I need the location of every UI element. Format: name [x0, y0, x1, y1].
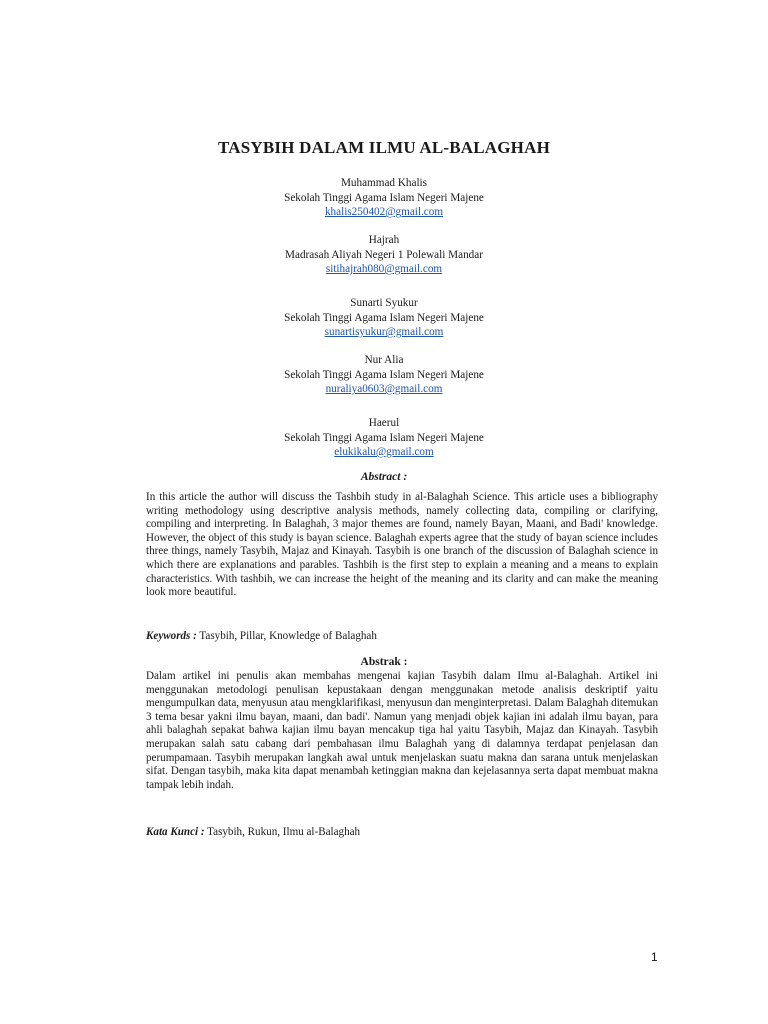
author-affiliation: Sekolah Tinggi Agama Islam Negeri Majene [284, 311, 484, 324]
author-name: Sunarti Syukur [350, 297, 418, 309]
author-name: Nur Alia [364, 354, 404, 366]
kata-kunci-line [146, 825, 658, 839]
keywords-label: Keywords : [146, 630, 197, 642]
kata-kunci-value: Tasybih, Rukun, Ilmu al-Balaghah [207, 826, 361, 838]
author-affiliation: Sekolah Tinggi Agama Islam Negeri Majene [284, 431, 484, 444]
author-email-link[interactable]: nuraliya0603@gmail.com [325, 383, 443, 395]
author-email-link[interactable]: sunartisyukur@gmail.com [324, 326, 444, 338]
author-affiliation: Sekolah Tinggi Agama Islam Negeri Majene [284, 368, 484, 381]
kata-kunci-label: Kata Kunci : [146, 826, 205, 838]
abstract-indonesian-text: Dalam artikel ini penulis akan membahas mengenai kajian Tasybih dalam Ilmu al-Balaghah. Artikel ini menggunakan metodologi penulisan kepustakaan dengan menggunakan metode analisis deskriptif yaitu mengumpulkan data, menyusun atau mengklarifikasi, menyusun dan menginterpretasi. Dalam Balaghah ditemukan 3 tema besar yakni ilmu bayan, maani, dan badi'. Namun yang menjadi objek kajian ini adalah ilmu bayan, para ahli balaghah sepakat bahwa kajian ilmu bayan mencakup tiga hal yaitu Tasybih, Majaz dan Kinayah. Tasybih merupakan salah satu cabang dari pembahasan ilmu Balaghah yang di dalamnya terdapat penjelasan dan perumpamaan. Tasybih merupakan langkah awal untuk menjelaskan suatu makna dan sarana untuk menjelaskan sifat. Dengan tasybih, maka kita dapat menambah ketinggian makna dan kejelasannya serta dapat membuat makna tampak lebih indah. [146, 670, 658, 791]
abstrak-heading: Abstrak : [360, 656, 408, 668]
author-email-link[interactable]: elukikalu@gmail.com [334, 446, 434, 458]
page-number: 1 [651, 950, 658, 964]
author-name: Hajrah [368, 234, 400, 246]
author-name: Haerul [368, 417, 400, 429]
author-block [0, 416, 768, 460]
author-block [0, 233, 768, 277]
keywords-line [146, 629, 658, 643]
author-block [0, 353, 768, 397]
author-block [0, 176, 768, 220]
keywords-value: Tasybih, Pillar, Knowledge of Balaghah [199, 630, 377, 642]
author-affiliation: Madrasah Aliyah Negeri 1 Polewali Mandar [285, 248, 483, 261]
author-name: Muhammad Khalis [340, 177, 428, 189]
paper-title: TASYBIH DALAM ILMU AL-BALAGHAH [217, 138, 551, 157]
author-email-link[interactable]: sitihajrah080@gmail.com [325, 263, 443, 275]
author-email-link[interactable]: khalis250402@gmail.com [324, 206, 444, 218]
abstract-english-text: In this article the author will discuss the Tashbih study in al-Balaghah Science. This article uses a bibliography writing methodology using descriptive analysis methods, namely collecting data, compiling or clarifying, compiling and interpreting. In Balaghah, 3 major themes are found, namely Bayan, Maani, and Badi' knowledge. However, the object of this study is bayan science. Balaghah experts agree that the study of bayan science includes three things, namely Tasybih, Majaz and Kinayah. Tasybih is one branch of the discussion of Balaghah science in which there are explanations and parables. Tashbih is the first step to explain a meaning and a means to explain characteristics. With tashbih, we can increase the height of the meaning and its clarity and can make the meaning look more beautiful. [146, 491, 658, 599]
author-block [0, 296, 768, 340]
author-affiliation: Sekolah Tinggi Agama Islam Negeri Majene [284, 191, 484, 204]
abstract-heading: Abstract : [360, 471, 408, 483]
